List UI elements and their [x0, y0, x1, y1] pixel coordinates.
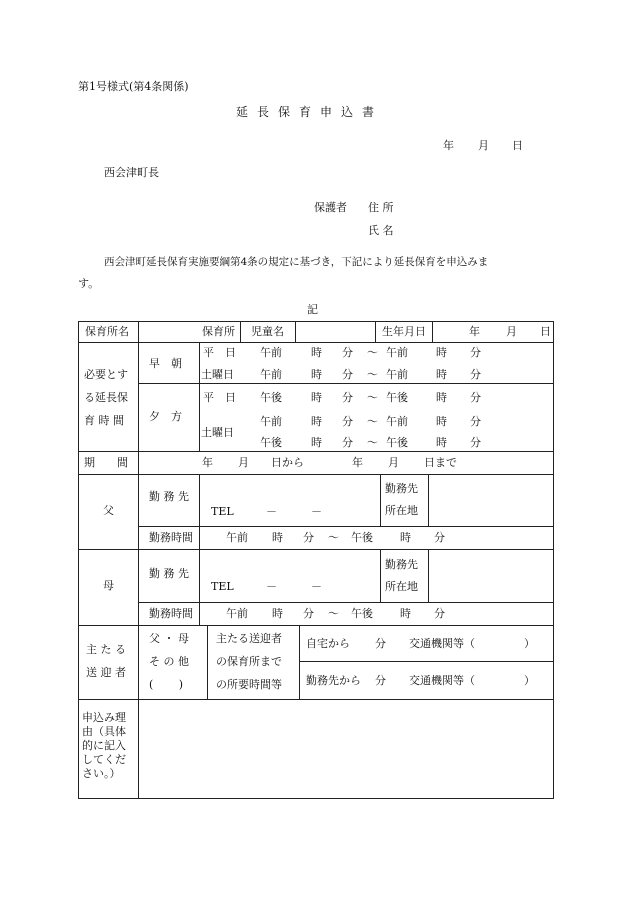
minute: 分	[342, 391, 353, 404]
address-label: 住 所	[368, 201, 394, 214]
minute: 分	[342, 368, 353, 381]
pm: 午後	[386, 436, 408, 449]
period-start-year: 年	[202, 456, 213, 469]
pm: 午後	[260, 391, 282, 404]
pm: 午後	[386, 391, 408, 404]
am: 午前	[260, 346, 282, 359]
hour: 時	[311, 415, 322, 428]
dash: －	[266, 505, 277, 518]
reason-label-2: 由（具体	[82, 725, 126, 738]
mother-tel-label: TEL	[211, 580, 234, 593]
tilde: ～	[328, 531, 339, 544]
minute: 分	[434, 531, 445, 544]
mother-employer-address-2: 所在地	[385, 580, 418, 593]
father-work-hours-label: 勤務時間	[149, 531, 193, 544]
minute: 分	[470, 346, 481, 359]
period-end-month: 月	[388, 456, 399, 469]
escort-relation-3: ( )	[149, 678, 184, 691]
school-name-label: 保育所名	[85, 325, 129, 338]
from-work-minutes: 分	[375, 674, 386, 687]
hour: 時	[436, 391, 447, 404]
mother-employer-label: 勤 務 先	[149, 567, 189, 580]
from-home-minutes: 分	[375, 637, 386, 650]
ki-label: 記	[307, 303, 318, 316]
minute: 分	[470, 436, 481, 449]
tilde: ～	[367, 391, 378, 404]
escort-time-label-3: の所要時間等	[216, 678, 282, 691]
date-month: 月	[478, 139, 489, 152]
escort-label-1: 主 た る	[86, 643, 126, 656]
am: 午前	[386, 368, 408, 381]
pm: 午後	[351, 531, 373, 544]
guardian-label: 保護者	[314, 201, 347, 214]
minute: 分	[342, 436, 353, 449]
mother-employer-address-1: 勤務先	[385, 558, 418, 571]
hour: 時	[436, 346, 447, 359]
morning-weekday-label: 平 日	[203, 346, 236, 359]
mother-label: 母	[103, 579, 114, 592]
birthdate-label: 生年月日	[382, 325, 426, 338]
hour: 時	[311, 368, 322, 381]
need-label-1: 必要とす	[84, 368, 128, 381]
dash: －	[311, 505, 322, 518]
father-employer-label: 勤 務 先	[149, 490, 189, 503]
name-label: 氏 名	[368, 224, 394, 237]
am: 午前	[386, 415, 408, 428]
evening-saturday-label: 土曜日	[201, 426, 234, 439]
tilde: ～	[367, 415, 378, 428]
evening-weekday-label: 平 日	[203, 391, 236, 404]
hour: 時	[311, 346, 322, 359]
father-tel-label: TEL	[211, 505, 234, 518]
hour: 時	[272, 531, 283, 544]
need-label-2: る延長保	[84, 391, 128, 404]
escort-label-2: 送 迎 者	[86, 666, 126, 679]
reason-label-5: さい。）	[82, 767, 121, 780]
am: 午前	[226, 607, 248, 620]
morning-saturday-label: 土曜日	[201, 368, 234, 381]
tilde: ～	[367, 346, 378, 359]
evening-label: 夕 方	[149, 410, 182, 423]
minute: 分	[470, 391, 481, 404]
hour: 時	[436, 436, 447, 449]
minute: 分	[342, 415, 353, 428]
am: 午前	[226, 531, 248, 544]
birth-day: 日	[540, 325, 551, 338]
period-end-year: 年	[352, 456, 363, 469]
period-from: 日から	[271, 456, 304, 469]
application-table	[78, 321, 554, 799]
morning-label: 早 朝	[149, 357, 182, 370]
minute: 分	[470, 368, 481, 381]
dash: －	[311, 580, 322, 593]
from-home-transport: 交通機関等（	[409, 637, 475, 650]
minute: 分	[303, 607, 314, 620]
from-home-close: ）	[524, 637, 535, 650]
tilde: ～	[328, 607, 339, 620]
period-start-month: 月	[238, 456, 249, 469]
escort-relation-2: そ の 他	[149, 655, 189, 668]
from-work-transport: 交通機関等（	[409, 674, 475, 687]
hour: 時	[400, 531, 411, 544]
father-label: 父	[103, 504, 114, 517]
hour: 時	[272, 607, 283, 620]
document-title: 延長保育申込書	[236, 105, 384, 119]
escort-relation-1: 父 ・ 母	[149, 632, 189, 645]
am: 午前	[386, 346, 408, 359]
escort-time-label-2: の保育所まで	[216, 655, 282, 668]
period-until: 日まで	[424, 456, 457, 469]
father-employer-address-1: 勤務先	[385, 482, 418, 495]
date-day: 日	[512, 139, 523, 152]
birth-month: 月	[506, 325, 517, 338]
hour: 時	[400, 607, 411, 620]
minute: 分	[342, 346, 353, 359]
birth-year: 年	[469, 325, 480, 338]
minute: 分	[303, 531, 314, 544]
from-work-label: 勤務先から	[306, 674, 361, 687]
hour: 時	[311, 391, 322, 404]
form-number: 第1号様式(第4条関係)	[78, 80, 189, 93]
am: 午前	[260, 368, 282, 381]
reason-label-3: 的に記入	[82, 739, 126, 752]
pm: 午後	[260, 436, 282, 449]
tilde: ～	[367, 368, 378, 381]
reason-label-1: 申込み理	[82, 711, 126, 724]
school-suffix: 保育所	[202, 325, 235, 338]
dash: －	[266, 580, 277, 593]
date-year: 年	[443, 139, 454, 152]
body-text-line1: 西会津町延長保育実施要綱第4条の規定に基づき，下記により延長保育を申込みま	[104, 256, 489, 268]
need-label-3: 育 時 間	[84, 414, 124, 427]
child-name-label: 児童名	[251, 325, 284, 338]
minute: 分	[470, 415, 481, 428]
addressee: 西会津町長	[104, 166, 159, 179]
hour: 時	[436, 368, 447, 381]
escort-time-label-1: 主たる送迎者	[216, 632, 282, 645]
period-label: 期 間	[84, 456, 128, 469]
from-home-label: 自宅から	[306, 637, 350, 650]
from-work-close: ）	[524, 674, 535, 687]
body-text-line2: す。	[78, 277, 100, 290]
mother-work-hours-label: 勤務時間	[149, 607, 193, 620]
father-employer-address-2: 所在地	[385, 504, 418, 517]
hour: 時	[436, 415, 447, 428]
minute: 分	[434, 607, 445, 620]
tilde: ～	[367, 436, 378, 449]
reason-label-4: してくだ	[82, 753, 126, 766]
am: 午前	[260, 415, 282, 428]
hour: 時	[311, 436, 322, 449]
pm: 午後	[351, 607, 373, 620]
